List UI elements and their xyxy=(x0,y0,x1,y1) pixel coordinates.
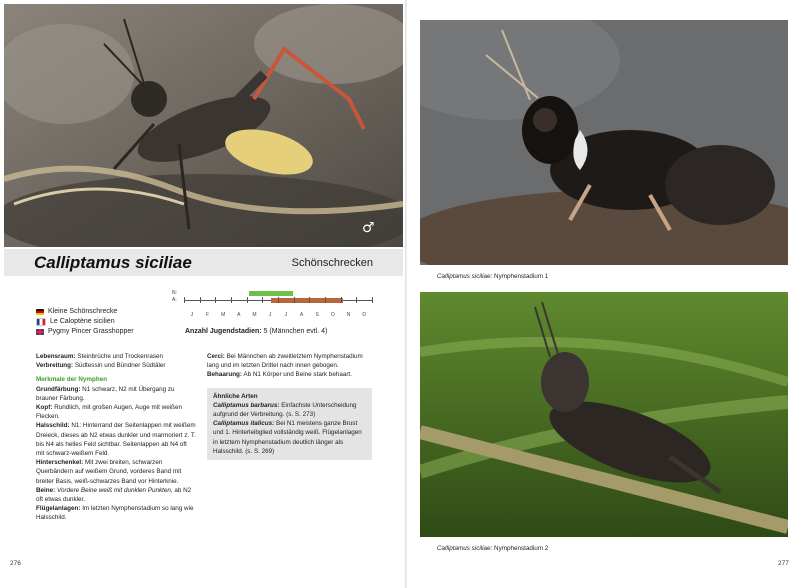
habitat-label: Lebensraum: xyxy=(36,353,76,360)
stages-label: Anzahl Jugendstadien: xyxy=(185,328,262,335)
family-name: Schönschrecken xyxy=(291,256,373,269)
page-number-right: 277 xyxy=(778,560,789,567)
timeline-month-label: S xyxy=(315,312,319,318)
legs-italic-text: Vordere Beine weiß mit dunklen Punkten, xyxy=(57,486,173,494)
french-flag-icon xyxy=(36,318,46,326)
similar-species-name: Calliptamus barbarus: xyxy=(213,401,280,409)
ground-color-label: Grundfärbung: xyxy=(36,385,81,393)
habitat-text: Steinbrüche und Trockenrasen xyxy=(77,353,164,360)
male-symbol: ♂ xyxy=(362,220,375,236)
hair-label: Behaarung: xyxy=(207,371,242,379)
section-heading: Merkmale der Nymphen xyxy=(36,376,108,384)
timeline-tick xyxy=(262,297,263,303)
similar-species-box xyxy=(207,388,372,460)
wing-pads-label: Flügelanlagen: xyxy=(36,505,81,513)
page-number-left: 276 xyxy=(10,560,21,567)
hair-text: Ab N1 Körper und Beine stark behaart. xyxy=(243,371,352,379)
ground-color-text: N1 schwarz, N2 mit Übergang zu brauner Färbung. xyxy=(36,385,175,402)
common-name-label: Le Caloptène sicilien xyxy=(50,318,115,325)
distribution-text: Südtessin und Bündner Südtäler xyxy=(74,362,166,370)
nymph-stages xyxy=(185,328,327,335)
species-title-bar xyxy=(4,249,403,276)
timeline-month-label: M xyxy=(252,312,257,318)
cerci-text: Bei Männchen ab zweitletztem Nymphenstadium lang und im letzten Drittel nach innen gebogen. xyxy=(207,353,363,370)
timeline-tick xyxy=(294,297,295,303)
cerci-label: Cerci: xyxy=(207,353,225,360)
timeline-label-nymph: N: xyxy=(172,290,177,296)
legs-label: Beine: xyxy=(36,486,56,494)
wing-pads-text: Im letzten Nymphenstadium so lang wie Halsschild. xyxy=(36,505,194,522)
nymph-stage-2-photo xyxy=(420,292,788,537)
timeline-tick xyxy=(200,297,201,303)
timeline-month-label: J xyxy=(284,312,288,318)
caption-species: Calliptamus siciliae: xyxy=(437,273,493,280)
timeline-tick xyxy=(231,297,232,303)
book-spine xyxy=(405,0,407,588)
distribution-label: Verbreitung: xyxy=(36,362,74,370)
common-name-en xyxy=(36,327,134,337)
timeline-month-label: O xyxy=(330,312,335,318)
timeline-tick xyxy=(247,297,248,303)
hind-femur-text: Mit zwei breiten, schwarzen Querbändern auf weißem Grund, vorderes Band mit breiter Basis, weiß-schwarzes Band vor Hinterknie. xyxy=(36,459,182,485)
timeline-tick xyxy=(309,297,310,303)
adult-grasshopper-photo xyxy=(4,4,403,247)
stages-value: 5 (Männchen evtl. 4) xyxy=(263,328,328,335)
uk-flag-icon xyxy=(36,329,44,335)
similar-species-text: Bei N1 meistens ganze Brust und 1. Hinterleibglied vollständig weiß. Flügelanlagen in letztem Nymphenstadium deutlich länger als Halsschild. (s. S. 269) xyxy=(213,420,362,455)
german-flag-icon xyxy=(36,309,44,315)
timeline-tick xyxy=(372,297,373,303)
common-name-fr xyxy=(36,317,134,327)
caption-stage-2 xyxy=(437,545,548,552)
timeline-tick xyxy=(278,297,279,303)
timeline-tick xyxy=(356,297,357,303)
timeline-tick xyxy=(325,297,326,303)
timeline-tick xyxy=(341,297,342,303)
common-name-label: Pygmy Pincer Grasshopper xyxy=(48,328,134,335)
timeline-month-label: D xyxy=(362,312,366,318)
common-name-de xyxy=(36,307,134,317)
caption-stage-1 xyxy=(437,273,548,280)
timeline-month-label: J xyxy=(268,312,272,318)
timeline-label-adult: A: xyxy=(172,297,177,303)
description-column-2 xyxy=(207,352,372,460)
species-title: Calliptamus siciliae xyxy=(34,252,192,272)
similar-species-title: Ähnliche Arten xyxy=(213,392,258,400)
similar-species-text: Einfachste Unterscheidung aufgrund der Verbreitung. (s. S. 273) xyxy=(213,401,357,419)
timeline-month-label: M xyxy=(221,312,226,318)
timeline-nymph-bar xyxy=(249,291,293,296)
common-name-label: Kleine Schönschrecke xyxy=(48,308,118,315)
caption-text: Nymphenstadium 1 xyxy=(494,273,549,280)
timeline-month-label: N xyxy=(346,312,351,318)
timeline-month-label: J xyxy=(190,312,194,318)
common-names xyxy=(36,307,134,337)
similar-species-name: Calliptamus italicus: xyxy=(213,420,275,428)
legs-text: ab N2 oft etwas dunkler. xyxy=(36,486,192,504)
pronotum-label: Halsschild: xyxy=(36,422,70,430)
head-text: Rundlich, mit großen Augen, Auge mit weißen Flecken. xyxy=(36,404,182,421)
timeline-month-label: A xyxy=(299,312,304,318)
timeline-month-label: F xyxy=(205,312,210,318)
description-column-1 xyxy=(36,352,196,523)
phenology-timeline xyxy=(172,288,382,328)
head-label: Kopf: xyxy=(36,404,53,412)
hind-femur-label: Hinterschenkel: xyxy=(36,459,84,467)
pronotum-text: N1: Hinterrand der Seitenlappen mit weißem Dreieck, dieses ab N2 etwas dunkler und marmoriert z. T. bis N4 als helles Feld sichtbar. Seitenlappen ab N4 oft mit schwarz-weißem Feld. xyxy=(36,422,196,458)
timeline-tick xyxy=(215,297,216,303)
caption-species: Calliptamus siciliae: xyxy=(437,545,493,552)
nymph-stage-1-photo xyxy=(420,20,788,265)
caption-text: Nymphenstadium 2 xyxy=(494,545,549,552)
timeline-tick xyxy=(184,297,185,303)
timeline-month-label: A xyxy=(237,312,241,318)
timeline-adult-bar xyxy=(271,298,343,303)
